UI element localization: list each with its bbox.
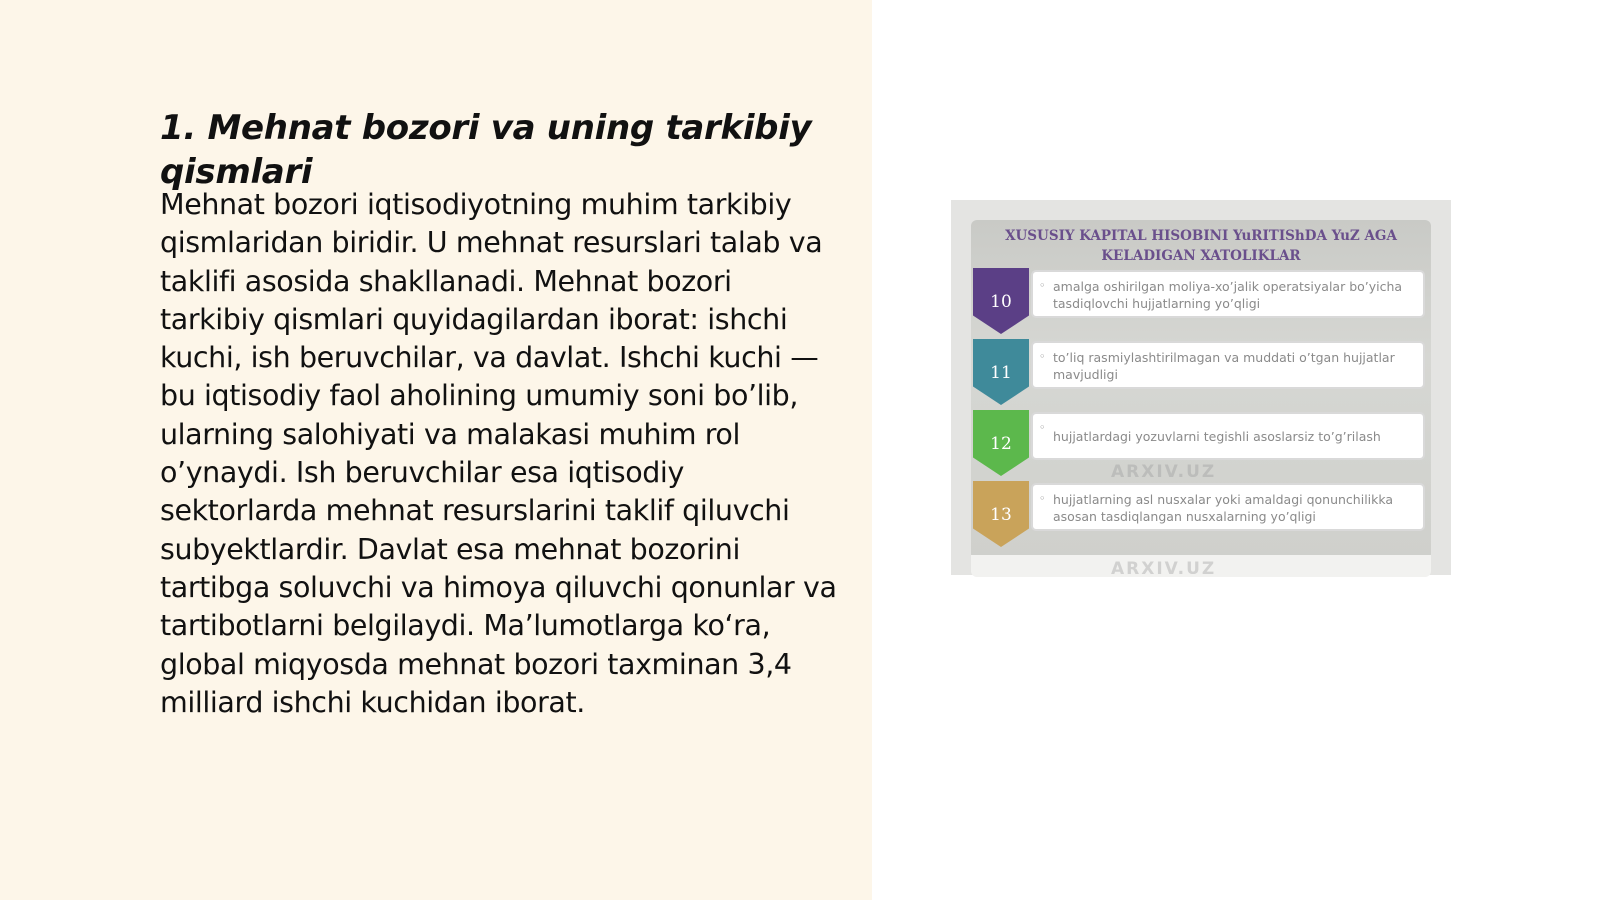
step-number: 11: [990, 363, 1012, 383]
watermark-logo: ARXIV.UZ: [1111, 559, 1217, 579]
watermark-logo: ARXIV.UZ: [1111, 462, 1217, 482]
infographic-step: [973, 410, 1429, 468]
step-number: 10: [990, 292, 1012, 312]
step-text: ◦ amalga oshirilgan moliya-xo’jalik operatsiyalar bo’yicha tasdiqlovchi hujjatlarning yo’qligi: [1031, 270, 1425, 318]
slide-body-text: Mehnat bozori iqtisodiyotning muhim tarkibiy qismlaridan biridir. U mehnat resurslari talab va taklifi asosida shakllanadi. Mehnat bozori tarkibiy qismlari quyidagilardan iborat: ishchi kuchi, ish beruvchilar, va davlat. Ishchi kuchi — bu iqtisodiy faol aholining umumiy soni bo’lib, ularning salohiyati va malakasi muhim rol o’ynaydi. Ish beruvchilar esa iqtisodiy sektorlarda mehnat resurslarini taklif qiluvchi subyektlardir. Davlat esa mehnat bozorini tartibga soluvchi va himoya qiluvchi qonunlar va tartibotlarni belgilaydi. Ma’lumotlarga ko‘ra, global miqyosda mehnat bozori taxminan 3,4 milliard ishchi kuchidan iborat.: [160, 188, 837, 719]
slide-title: 1. Mehnat bozori va uning tarkibiy qismlari: [160, 108, 812, 192]
infographic-step: [973, 268, 1429, 326]
infographic-card: [971, 220, 1431, 579]
infographic-step: [973, 481, 1429, 539]
infographic-step: [973, 339, 1429, 397]
infographic-image: [951, 200, 1451, 579]
step-number: 12: [990, 434, 1012, 454]
step-text: ◦ hujjatlarning asl nusxalar yoki amaldagi qonunchilikka asosan tasdiqlangan nusxalarning yo’qligi: [1031, 483, 1425, 531]
step-number: 13: [990, 505, 1012, 525]
step-text: ◦ to’liq rasmiylashtirilmagan va muddati o’tgan hujjatlar mavjudligi: [1031, 341, 1425, 389]
infographic-title: XUSUSIY KAPITAL HISOBINI YuRITIShDA YuZ AGA KELADIGAN XATOLIKLAR: [1005, 228, 1397, 264]
step-text: ◦ hujjatlardagi yozuvlarni tegishli asoslarsiz to’g’rilash: [1031, 412, 1425, 460]
